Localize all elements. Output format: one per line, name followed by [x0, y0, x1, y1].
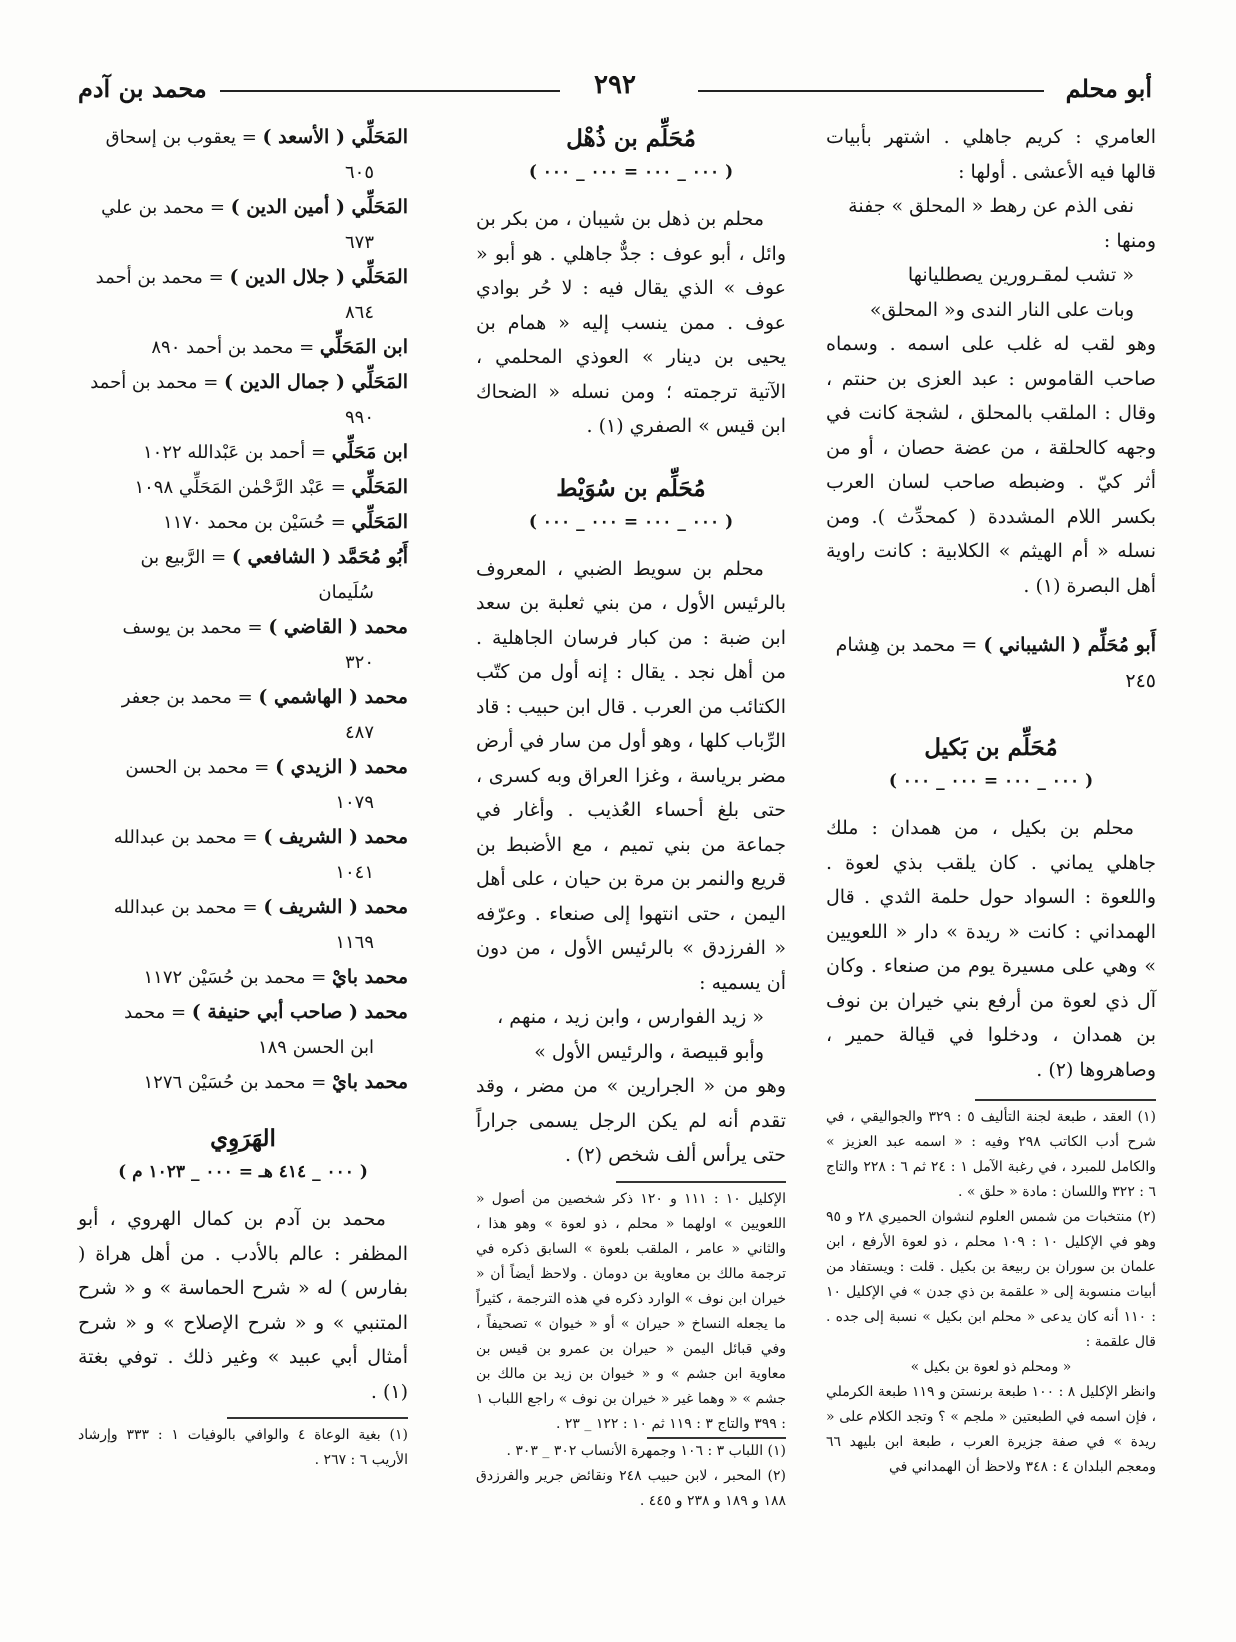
footnote: وانظر الإكليل ٨ : ١٠٠ طبعة برنستن و ١١٩ طبعة الكرملي ، فإن اسمه في الطبعتين « ملجم » ؟ وتجد الكلام على « ريدة » في صفة جزيرة العرب ، طبعة ابن بليهد ٦٦ ومعجم البلدان ٤ : ٣٤٨ ولاحظ أن الهمداني في	[826, 1384, 1156, 1475]
entry-title: الهَرَوِي	[210, 1125, 276, 1152]
footnote: (١) اللباب ٣ : ١٠٦ وجمهرة الأنساب ٣٠٢ _ ٣٠٣ .	[506, 1442, 786, 1459]
xref-target: = محمد بن جعفر	[121, 687, 259, 708]
cross-reference	[78, 610, 408, 680]
footnote-continued: الإكليل ١٠ : ١١١ و ١٢٠ ذكر شخصين من أصول « اللعويين » اولهما « محلم ، ذو لعوة » وهو هذا ، والثاني « عامر ، الملقب بلعوة » السابق ذكره في ترجمة مالك بن معاوية بن دومان . ولاحظ أيضاً أن « خيران ابن نوف » الوارد ذكره في هذه الترجمة ، كثيراً ما يجعله النساخ « حيران » أو « خيوان » تصحيفاً ، وفي قبائل اليمن « حيران بن عمرو بن قيس بن معاوية ابن جشم » و « خيوان بن زيد بن مالك بن جشم » « وهما غير « خيران بن نوف » راجع اللباب ١ : ٣٩٩ والتاج ٣ : ١١٩ ثم ١٠ : ١٢٢ _ ٢٣ .	[476, 1190, 786, 1432]
footnote-verse: « ومحلم ذو لعوة بن بكيل »	[910, 1359, 1072, 1375]
xref-name: ابن مَحَلِّي	[331, 441, 408, 463]
cross-reference	[78, 470, 408, 505]
entry-text: وهو من « الجرارين » من مضر ، وقد تقدم أنه لم يكن الرجل يسمى جراراً حتى يرأس ألف شخص (٢) .	[476, 1075, 786, 1166]
verse-line: « زيد الفوارس ، وابن زيد ، منهم ،	[497, 1006, 764, 1028]
verse-line: وأبو قبيصة ، والرئيس الأول »	[534, 1040, 764, 1063]
column-middle	[476, 120, 786, 1514]
xref-target: = محمد بن أحمد	[90, 372, 224, 393]
xref-name: أَبو مُحَلِّم ( الشيباني )	[983, 634, 1156, 656]
xref-continuation: سُلَيمان	[318, 582, 374, 603]
xref-name: المَحَلِّي	[351, 511, 408, 533]
entry-title: مُحَلِّم بن سُوَيْط	[556, 474, 706, 502]
entry-dates: ( ٠٠٠ _ ٤١٤ هـ = ٠٠٠ _ ١٠٢٣ م )	[118, 1162, 368, 1182]
xref-name: المَحَلِّي	[351, 476, 408, 498]
xref-name: محمد ( الشريف )	[263, 896, 408, 918]
xref-name: المَحَلِّي ( جلال الدين )	[229, 266, 408, 288]
cross-reference	[78, 505, 408, 540]
entry-dates: ( ٠٠٠ _ ٠٠٠ = ٠٠٠ _ ٠٠٠ )	[528, 162, 734, 182]
cross-reference	[78, 960, 408, 995]
cross-reference	[78, 365, 408, 435]
verse-line: « تشب لمقـرورين يصطليانها	[907, 264, 1134, 286]
column-left	[78, 120, 408, 1473]
xref-name: المَحَلِّي ( جمال الدين )	[224, 371, 408, 393]
cross-reference	[78, 260, 408, 330]
entry-dates: ( ٠٠٠ _ ٠٠٠ = ٠٠٠ _ ٠٠٠ )	[528, 511, 734, 532]
xref-name: محمد بايْ	[332, 966, 408, 988]
xref-continuation: ٤٨٧	[344, 722, 374, 743]
xref-name: ابن المَحَلِّي	[319, 336, 408, 358]
running-header	[78, 68, 1152, 108]
footnote: (٢) المحبر ، لابن حبيب ٢٤٨ ونقائض جرير والفرزدق ١٨٨ و ١٨٩ و ٢٣٨ و ٤٤٥ .	[476, 1467, 787, 1509]
entry-text: وهو لقب له غلب على اسمه . وسماه صاحب القاموس : عبد العزى بن حنتم ، وقال : الملقب بالمحلق ، لشجة كانت في وجهه كالحلقة ، من عضة حصان ، أو من أثر كيّ . وضبطه صاحب لسان العرب بكسر اللام المشددة ( كمحدِّث ). ومن نسله « أم الهيثم » الكلابية : كانت راوية أهل البصرة (١) .	[826, 333, 1156, 597]
cross-reference	[78, 190, 408, 260]
cross-reference-list	[78, 120, 408, 1100]
xref-target: = حُسَيْن بن محمد ١١٧٠	[163, 512, 352, 533]
column-right	[826, 120, 1156, 1480]
cross-reference	[78, 750, 408, 820]
xref-name: المَحَلِّي ( الأسعد )	[262, 126, 408, 148]
cross-reference	[826, 627, 1156, 699]
xref-name: محمد ( الشريف )	[263, 826, 408, 848]
xref-target: = محمد بن عبدالله	[113, 897, 264, 918]
footnote: (٢) منتخبات من شمس العلوم لنشوان الحميري ٢٨ و ٩٥ وهو في الإكليل ١٠ : ١٠٩ محلم ، ذو لعوة الأرفع ، ابن علمان بن سوران بن ربيعة بن بكيل . قلت : ويستفاد من أبيات منسوبة إلى « علقمة بن ذي جدن » في الإكليل ١٠ : ١١٠ أنه كان يدعى « محلم ابن بكيل » نسبة إلى جده . قال علقمة :	[826, 1209, 1157, 1350]
xref-continuation: ٦٠٥	[344, 162, 374, 183]
cross-reference	[78, 540, 408, 610]
header-right-title: أبو محلم	[1065, 74, 1152, 103]
cross-reference	[78, 120, 408, 190]
xref-continuation: ١٠٤١	[335, 862, 374, 883]
xref-target: = محمد بن حُسَيْن ١١٧٢	[143, 967, 333, 988]
entry-title: مُحَلِّم بن ذُهْل	[566, 125, 696, 152]
xref-continuation: ٨٦٤	[344, 302, 374, 323]
xref-target: = محمد بن علي	[101, 197, 231, 218]
cross-reference	[78, 995, 408, 1065]
xref-continuation: ٩٩٠	[344, 407, 374, 428]
cross-reference	[78, 820, 408, 890]
xref-continuation: ١١٦٩	[335, 932, 374, 953]
xref-continuation: ٣٢٠	[344, 652, 374, 673]
xref-name: محمد ( القاضي )	[268, 616, 408, 638]
xref-name: محمد ( الزيدي )	[275, 756, 408, 778]
xref-target: = محمد بن حُسَيْن ١٢٧٦	[143, 1072, 333, 1093]
footnote: (١) بغية الوعاة ٤ والوافي بالوفيات ١ : ٣٣٣ وإرشاد الأريب ٦ : ٢٦٧ .	[78, 1427, 408, 1468]
xref-target: = محمد بن يوسف	[122, 617, 269, 638]
entry-text: ومنها :	[1103, 229, 1156, 252]
entry-text: محلم بن بكيل ، من همدان : ملك جاهلي يماني . كان يلقب بذي لعوة . واللعوة : السواد حول حلمة الثدي . قال الهمداني : كانت « ريدة » دار « اللعويين » وهي على مسيرة يوم من صنعاء . وكان آل ذي لعوة من أرفع بني خيران بن نوف بن همدان ، ودخلوا في قيالة حمير ، وصاهروها (٢) .	[826, 817, 1156, 1081]
xref-continuation: ٦٧٣	[344, 232, 374, 253]
xref-target: = محمد بن هِشام ٢٤٥	[835, 634, 1156, 692]
xref-continuation: ١٠٧٩	[335, 792, 374, 813]
entry-text: محلم بن سويط الضبي ، المعروف بالرئيس الأول ، من بني ثعلبة بن سعد ابن ضبة : من كبار فرسان الجاهلية . من أهل نجد . يقال : إنه أول من كتّب الكتائب من العرب . قال ابن حبيب : قاد الرِّباب كلها ، وهو أول من سار في أرض مضر برياسة ، وغزا العراق وبه كسرى ، حتى بلغ أحساء العُذيب . وأغار في جماعة من بني تميم ، مع الأضبط بن قريع والنمر بن مرة بن حيان ، على أهل اليمن ، حتى انتهوا إلى صنعاء . وعرّفه « الفرزدق » بالرئيس الأول ، من دون أن يسميه :	[476, 557, 786, 994]
xref-target: = محمد بن الحسن	[125, 757, 276, 778]
cross-reference	[78, 435, 408, 470]
cross-reference	[78, 1065, 408, 1100]
xref-name: محمد ( صاحب أبي حنيفة )	[191, 1001, 408, 1023]
footnote: (١) العقد ، طبعة لجنة التأليف ٥ : ٣٢٩ والجواليقي ، في شرح أدب الكاتب ٢٩٨ وفيه : « اسمه عبد العزيز » والكامل للمبرد ، في رغبة الآمل ١ : ٢٤ ثم ٦ : ٢٢٨ والتاج ٦ : ٣٢٢ واللسان : مادة « حلق » .	[826, 1109, 1157, 1200]
xref-target: = محمد بن عبدالله	[113, 827, 264, 848]
xref-target: = يعقوب بن إسحاق	[105, 127, 263, 148]
entry-text: محلم بن ذهل بن شيبان ، من بكر بن وائل ، أبو عوف : جدٌّ جاهلي . هو أبو « عوف » الذي يقال فيه : لا حُر بوادي عوف . ممن ينسب إليه « همام بن يحيى بن دينار » العوذي المحلمي ، الآتية ترجمته ؛ ومن نسله « الضحاك ابن قيس » الصفري (١) .	[476, 208, 786, 437]
entry-dates: ( ٠٠٠ _ ٠٠٠ = ٠٠٠ _ ٠٠٠ )	[888, 771, 1094, 791]
xref-target: = محمد	[124, 1002, 192, 1023]
xref-name: المَحَلِّي ( أمين الدين )	[230, 196, 408, 218]
xref-target: = الرَّبيع بن	[140, 547, 232, 568]
xref-name: محمد ( الهاشمي )	[258, 686, 408, 708]
xref-target: = أحمد بن عَبْدالله ١٠٢٢	[143, 442, 332, 463]
entry-text: العامري : كريم جاهلي . اشتهر بأبيات قالها فيه الأعشى . أولها :	[826, 126, 1156, 183]
verse-line: نفى الذم عن رهط « المحلق » جفنة	[848, 195, 1134, 217]
entry-text: محمد بن آدم بن كمال الهروي ، أبو المظفر : عالم بالأدب . من أهل هراة ( بفارس ) له « شرح الحماسة » و « شرح المتنبي » و « شرح الإصلاح » و « شرح أمثال أبي عبيد » وغير ذلك . توفي بغتة (١) .	[78, 1208, 408, 1403]
xref-target: = عَبْد الرَّحْمٰن المَحَلِّي ١٠٩٨	[134, 477, 352, 498]
cross-reference	[78, 890, 408, 960]
xref-continuation: ابن الحسن ١٨٩	[257, 1037, 374, 1058]
page-number: ٢٩٢	[594, 70, 636, 100]
cross-reference	[78, 680, 408, 750]
entry-title: مُحَلِّم بن بَكيل	[924, 734, 1058, 761]
header-rule-left	[220, 90, 560, 92]
cross-reference	[78, 330, 408, 365]
xref-target: = محمد بن أحمد	[95, 267, 230, 288]
xref-name: أَبُو مُحَمَّد ( الشافعي )	[231, 546, 408, 568]
xref-name: محمد بايْ	[332, 1071, 408, 1093]
xref-target: = محمد بن أحمد ٨٩٠	[151, 337, 320, 358]
header-left-title: محمد بن آدم	[78, 74, 207, 103]
verse-line: وبات على النار الندى و« المحلق»	[869, 298, 1134, 321]
